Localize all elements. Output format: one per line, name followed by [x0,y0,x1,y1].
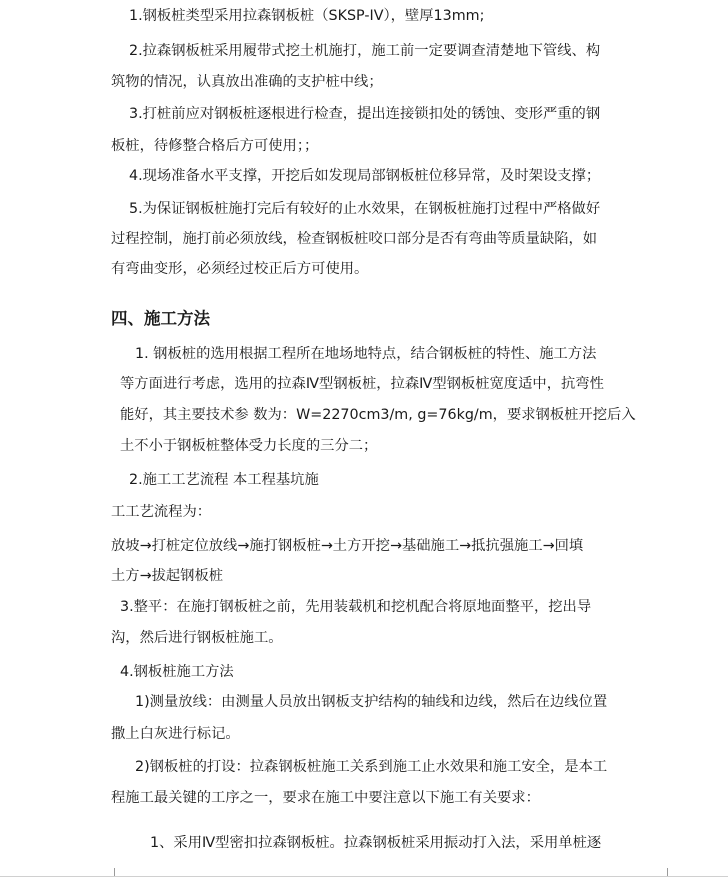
text-line: 筑物的情况，认真放出准确的支护桩中线； [111,74,383,90]
text-line: 1.钢板桩类型采用拉森钢板桩（SKSP-IV），壁厚13mm; [129,8,485,24]
section-heading: 四、施工方法 [111,309,210,328]
text-line: 过程控制，施打前必须放线，检查钢板桩咬口部分是否有弯曲等质量缺陷，如 [111,231,598,247]
text-line: 1. 钢板桩的选用根据工程所在地场地特点，结合钢板桩的特性、施工方法 [135,346,597,362]
text-line: 土方→拔起钢板桩 [111,568,224,584]
text-line: 沟，然后进行钢板桩施工。 [111,630,283,646]
text-line: 1、采用Ⅳ型密扣拉森钢板桩。拉森钢板桩采用振动打入法，采用单桩逐 [150,835,602,851]
text-line: 板桩，待修整合格后方可使用；； [111,138,319,154]
text-line: 等方面进行考虑，选用的拉森Ⅳ型钢板桩，拉森Ⅳ型钢板桩宽度适中，抗弯性 [120,376,604,392]
text-line: 3.整平：在施打钢板桩之前，先用装载机和挖机配合将原地面整平，挖出导 [120,599,592,615]
page-bottom-edge [0,876,728,877]
text-line: 4.钢板桩施工方法 [120,664,234,680]
text-line: 工工艺流程为： [111,504,212,520]
text-line: 2.拉森钢板桩采用履带式挖土机施打，施工前一定要调查清楚地下管线、构 [129,43,601,59]
text-line: 2)钢板桩的打设：拉森钢板桩施工关系到施工止水效果和施工安全，是本工 [135,759,608,775]
text-line: 1)测量放线：由测量人员放出钢板支护结构的轴线和边线，然后在边线位置 [135,694,608,710]
text-line: 程施工最关键的工序之一，要求在施工中要注意以下施工有关要求： [111,790,540,806]
text-line: 能好，其主要技术参 数为：W=2270cm3/m, g=76kg/m，要求钢板桩开挖后入 [120,407,636,423]
text-line: 4.现场准备水平支撑，开挖后如发现局部钢板桩位移异常，及时架设支撑； [129,168,601,184]
text-line: 有弯曲变形，必须经过校正后方可使用。 [111,261,369,277]
text-line: 撒上白灰进行标记。 [111,726,240,742]
text-line: 放坡→打桩定位放线→施打钢板桩→土方开挖→基础施工→抵抗强施工→回填 [111,538,584,554]
text-line: 2.施工工艺流程 本工程基坑施 [129,472,319,488]
text-line: 3.打桩前应对钢板桩逐根进行检查，提出连接锁扣处的锈蚀、变形严重的钢 [129,106,601,122]
text-line: 5.为保证钢板桩施打完后有较好的止水效果，在钢板桩施打过程中严格做好 [129,201,601,217]
text-line: 土不小于钢板桩整体受力长度的三分二； [120,438,378,454]
